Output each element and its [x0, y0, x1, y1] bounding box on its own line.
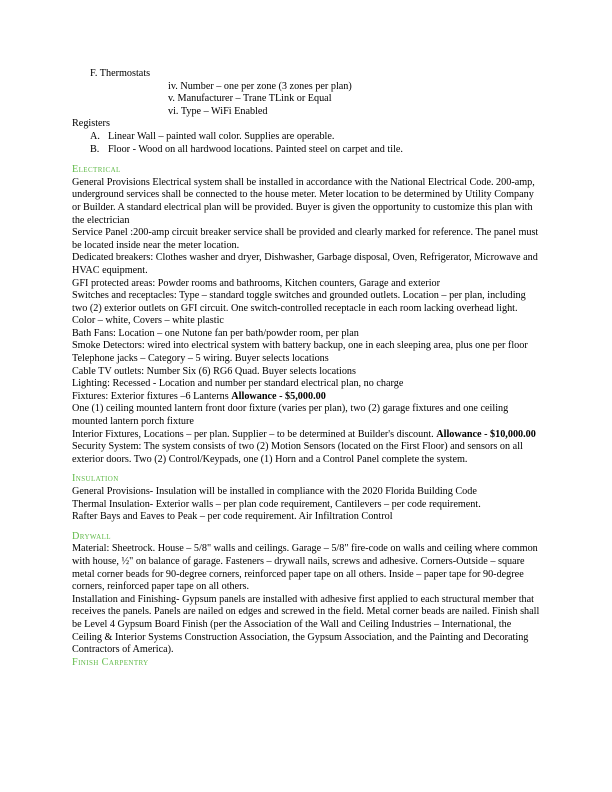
thermostat-item: v. Manufacturer – Trane TLink or Equal	[168, 93, 332, 105]
interior-fixtures-allowance: Allowance - $10,000.00	[436, 428, 536, 440]
register-item	[90, 144, 542, 157]
fixtures-allowance: Allowance - $5,000.00	[231, 390, 326, 402]
electrical-service-panel: Service Panel :200-amp circuit breaker service shall be provided and clearly marked for reference. The panel must be located inside near the meter location.	[72, 227, 539, 251]
electrical-telephone: Telephone jacks – Category – 5 wiring. Buyer selects locations	[72, 353, 329, 365]
electrical-fixtures	[72, 391, 542, 404]
drywall-material: Material: Sheetrock. House – 5/8" walls and ceilings. Garage – 5/8" fire-code on walls and ceiling where common with house, ½" on balance of garage. Fasteners – drywall nails, screws and adhesive. Corners-Outside – square metal corner beads for 90-degree corners, reinforced paper tape on all others. Inside – paper tape for 90-degree corners, reinforced paper tape on all others.	[72, 543, 538, 593]
electrical-security: Security System: The system consists of two (2) Motion Sensors (located on the First Floor) and sensors on all exterior doors. Two (2) Control/Keypads, one (1) Horn and a Control Panel complete the system.	[72, 441, 523, 465]
register-item	[90, 131, 542, 144]
insulation-rafter: Rafter Bays and Eaves to Peak – per code requirement. Air Infiltration Control	[72, 511, 393, 523]
register-item-text: Linear Wall – painted wall color. Supplies are operable.	[108, 130, 335, 142]
thermostat-item: vi. Type – WiFi Enabled	[168, 105, 268, 117]
register-item-mark: A.	[90, 130, 100, 142]
insulation-heading: Insulation	[72, 473, 119, 485]
finish-carpentry-heading: Finish Carpentry	[72, 656, 149, 668]
electrical-lighting: Lighting: Recessed - Location and number per standard electrical plan, no charge	[72, 378, 404, 390]
thermostats-label: F. Thermostats	[90, 68, 151, 79]
electrical-dedicated-breakers: Dedicated breakers: Clothes washer and dryer, Dishwasher, Garbage disposal, Oven, Refrigerator, Microwave and HVAC equipment.	[72, 252, 538, 276]
interior-fixtures-text: Interior Fixtures, Locations – per plan. Supplier – to be determined at Builder's discount.	[72, 428, 437, 440]
insulation-thermal: Thermal Insulation- Exterior walls – per plan code requirement, Cantilevers – per code requirement.	[72, 498, 481, 510]
electrical-general: General Provisions Electrical system shall be installed in accordance with the National Electrical Code. 200-amp, underground services shall be connected to the house meter. Meter location to be determined by Utility Company or Builder. A standard electrical plan will be provided. Buyer is given the opportunity to customize this plan with the electrician	[72, 176, 535, 226]
register-item-mark: B.	[90, 143, 100, 155]
drywall-installation: Installation and Finishing- Gypsum panels are installed with adhesive first applied to each structural member that receives the panels. Panels are nailed on edges and screwed in the field. Metal corner beads are nailed. Finish shall be Level 4 Gypsum Board Finish (per the Association of the Wall and Ceiling Industries – International, the Ceiling & Interior Systems Construction Association, the Gypsum Association, and the Painting and Decorating Contractors of America).	[72, 593, 540, 656]
register-item-text: Floor - Wood on all hardwood locations. Painted steel on carpet and tile.	[108, 143, 403, 155]
electrical-smoke-detectors: Smoke Detectors: wired into electrical system with battery backup, one in each sleeping area, plus one per floor	[72, 340, 528, 352]
registers-label: Registers	[72, 118, 110, 130]
insulation-general: General Provisions- Insulation will be installed in compliance with the 2020 Florida Building Code	[72, 486, 477, 497]
electrical-switches: Switches and receptacles: Type – standard toggle switches and grounded outlets. Location – per plan, including two (2) exterior outlets on GFI circuit. One switch-controlled receptacle in each room lacking overhead light. Color – white, Covers – white plastic	[72, 290, 526, 327]
thermostat-item: iv. Number – one per zone (3 zones per plan)	[168, 80, 352, 92]
electrical-bath-fans: Bath Fans: Location – one Nutone fan per bath/powder room, per plan	[72, 327, 359, 339]
electrical-gfi: GFI protected areas: Powder rooms and bathrooms, Kitchen counters, Garage and exterior	[72, 277, 441, 289]
electrical-ceiling-fixtures: One (1) ceiling mounted lantern front door fixture (varies per plan), two (2) garage fixtures and one ceiling mounted lantern porch fixture	[72, 403, 509, 428]
electrical-cable: Cable TV outlets: Number Six (6) RG6 Quad. Buyer selects locations	[72, 365, 356, 377]
drywall-heading: Drywall	[72, 530, 111, 542]
electrical-heading: Electrical	[72, 164, 121, 176]
electrical-interior-fixtures	[72, 429, 542, 442]
document-page	[72, 68, 542, 669]
fixtures-text: Fixtures: Exterior fixtures –6 Lanterns	[72, 390, 232, 402]
